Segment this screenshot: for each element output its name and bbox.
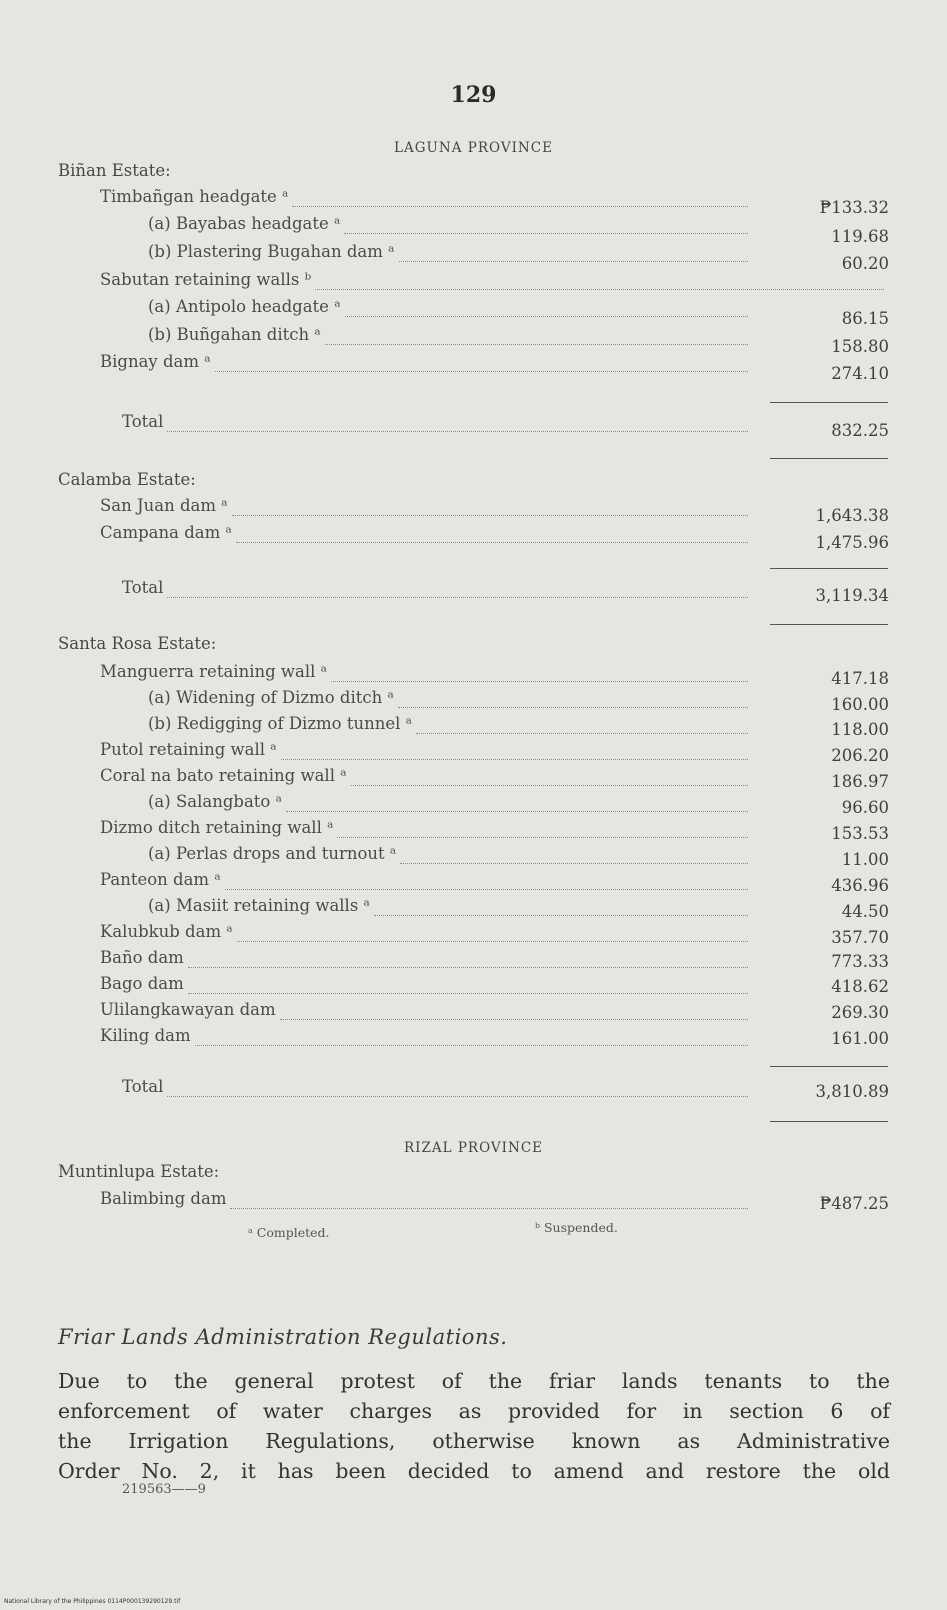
amount-bignay: 274.10	[831, 364, 889, 383]
santa-rosa-estate-title: Santa Rosa Estate:	[58, 634, 217, 653]
amount-dizmo-wall: 153.53	[831, 824, 889, 843]
calamba-total-row: Total	[122, 578, 752, 604]
amount-bano: 773.33	[831, 952, 889, 971]
signature-mark: 219563——9	[122, 1482, 206, 1497]
binan-estate-title: Biñan Estate:	[58, 161, 171, 180]
santa-rosa-row-kiling: Kiling dam	[100, 1026, 752, 1052]
amount-bungahan: 158.80	[831, 337, 889, 356]
binan-total-amount: 832.25	[831, 421, 889, 440]
binan-row-timbangan: Timbañgan headgate ᵃ	[100, 187, 752, 213]
page-number: 129	[450, 82, 497, 108]
binan-row-bayabas: (a) Bayabas headgate ᵃ	[148, 214, 752, 240]
calamba-row-campana: Campana dam ᵃ	[100, 523, 752, 549]
amount-perlas: 11.00	[841, 850, 889, 869]
footnote-suspended: ᵇ Suspended.	[535, 1220, 618, 1235]
santa-rosa-row-ulilangkawayan: Ulilangkawayan dam	[100, 1000, 752, 1026]
amount-putol: 206.20	[831, 746, 889, 765]
calamba-total-rule	[770, 568, 888, 569]
santa-rosa-row-perlas: (a) Perlas drops and turnout ᵃ	[148, 844, 752, 870]
amount-coral-na-bato: 186.97	[831, 772, 889, 791]
santa-rosa-row-masiit: (a) Masiit retaining walls ᵃ	[148, 896, 752, 922]
amount-masiit: 44.50	[841, 902, 889, 921]
paragraph-line: Order No. 2, it has been decided to amend and restore the old	[58, 1459, 890, 1483]
amount-bago: 418.62	[831, 977, 889, 996]
binan-row-antipolo: (a) Antipolo headgate ᵃ	[148, 297, 752, 323]
santa-rosa-row-panteon: Panteon dam ᵃ	[100, 870, 752, 896]
footnote-completed: ᵃ Completed.	[248, 1225, 330, 1240]
amount-timbangan: ₱133.32	[819, 198, 889, 217]
calamba-total-amount: 3,119.34	[815, 586, 889, 605]
calamba-total-underline	[770, 624, 888, 625]
muntinlupa-estate-title: Muntinlupa Estate:	[58, 1162, 220, 1181]
body-paragraph	[58, 1366, 890, 1486]
binan-total-rule	[770, 402, 888, 403]
laguna-province-heading: LAGUNA PROVINCE	[394, 140, 553, 156]
santa-rosa-row-putol: Putol retaining wall ᵃ	[100, 740, 752, 766]
amount-san-juan: 1,643.38	[815, 506, 889, 525]
amount-manguerra: 417.18	[831, 669, 889, 688]
santa-rosa-total-rule	[770, 1066, 888, 1067]
santa-rosa-row-salangbato: (a) Salangbato ᵃ	[148, 792, 752, 818]
muntinlupa-row-balimbing: Balimbing dam	[100, 1189, 752, 1215]
santa-rosa-row-widening: (a) Widening of Dizmo ditch ᵃ	[148, 688, 752, 714]
amount-ulilangkawayan: 269.30	[831, 1003, 889, 1022]
binan-row-bungahan: (b) Buñgahan ditch ᵃ	[148, 325, 752, 351]
amount-salangbato: 96.60	[841, 798, 889, 817]
calamba-row-san-juan: San Juan dam ᵃ	[100, 496, 752, 522]
santa-rosa-row-kalubkub: Kalubkub dam ᵃ	[100, 922, 752, 948]
binan-total-underline	[770, 458, 888, 459]
santa-rosa-total-amount: 3,810.89	[815, 1082, 889, 1101]
binan-total-row: Total	[122, 412, 752, 438]
santa-rosa-row-redigging: (b) Redigging of Dizmo tunnel ᵃ	[148, 714, 752, 740]
paragraph-line: Due to the general protest of the friar lands tenants to the	[58, 1369, 890, 1393]
santa-rosa-row-bago: Bago dam	[100, 974, 752, 1000]
section-title: Friar Lands Administration Regulations.	[58, 1325, 508, 1349]
santa-rosa-total-underline	[770, 1121, 888, 1122]
santa-rosa-row-coral-na-bato: Coral na bato retaining wall ᵃ	[100, 766, 752, 792]
amount-widening: 160.00	[831, 695, 889, 714]
amount-bugahan: 60.20	[841, 254, 889, 273]
amount-campana: 1,475.96	[815, 533, 889, 552]
paragraph-line: the Irrigation Regulations, otherwise known as Administrative	[58, 1429, 890, 1453]
amount-kiling: 161.00	[831, 1029, 889, 1048]
santa-rosa-row-manguerra: Manguerra retaining wall ᵃ	[100, 662, 752, 688]
calamba-estate-title: Calamba Estate:	[58, 470, 196, 489]
amount-kalubkub: 357.70	[831, 928, 889, 947]
binan-row-bugahan: (b) Plastering Bugahan dam ᵃ	[148, 242, 752, 268]
binan-row-sabutan: Sabutan retaining walls ᵇ	[100, 270, 888, 296]
santa-rosa-total-row: Total	[122, 1077, 752, 1103]
amount-redigging: 118.00	[831, 720, 889, 739]
amount-balimbing: ₱487.25	[819, 1194, 889, 1213]
paragraph-line: enforcement of water charges as provided for in section 6 of	[58, 1399, 890, 1423]
santa-rosa-row-dizmo-wall: Dizmo ditch retaining wall ᵃ	[100, 818, 752, 844]
amount-antipolo: 86.15	[841, 309, 889, 328]
amount-panteon: 436.96	[831, 876, 889, 895]
santa-rosa-row-bano: Baño dam	[100, 948, 752, 974]
library-credit: National Library of the Philippines 0114P000139290129.tif	[4, 1598, 181, 1605]
rizal-province-heading: RIZAL PROVINCE	[403, 1140, 544, 1156]
binan-row-bignay: Bignay dam ᵃ	[100, 352, 752, 378]
amount-bayabas: 119.68	[831, 227, 889, 246]
